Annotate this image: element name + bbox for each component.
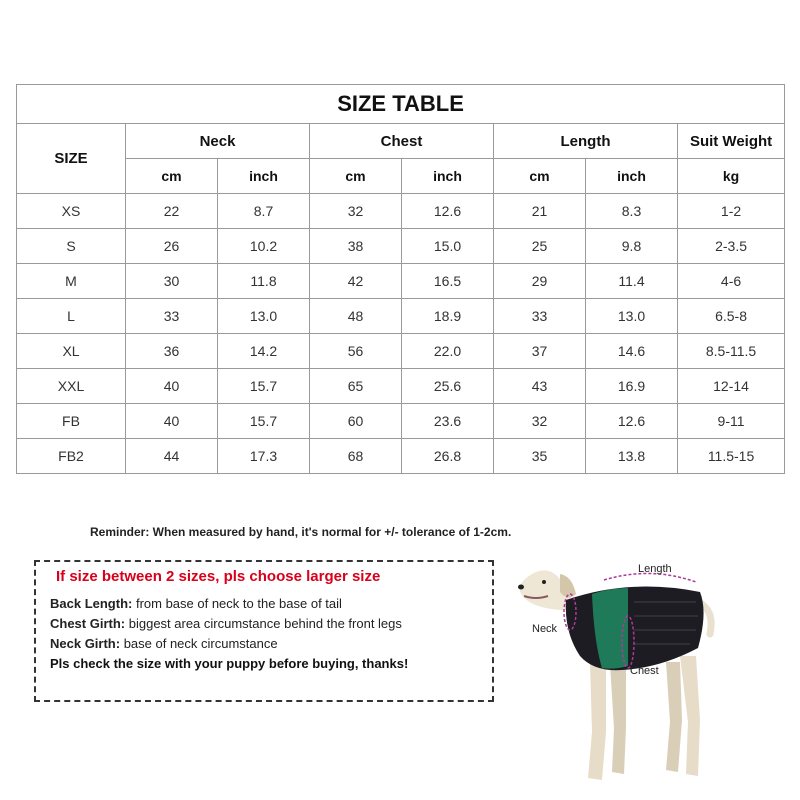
neck-cm-cell: 33 bbox=[126, 299, 218, 334]
length-group-header: Length bbox=[494, 124, 678, 159]
unit-header: inch bbox=[218, 159, 310, 194]
length-cm-cell: 21 bbox=[494, 194, 586, 229]
unit-header: kg bbox=[678, 159, 785, 194]
neck-inch-cell: 10.2 bbox=[218, 229, 310, 264]
chest-inch-cell: 22.0 bbox=[402, 334, 494, 369]
weight-group-header: Suit Weight bbox=[678, 124, 785, 159]
neck-cm-cell: 36 bbox=[126, 334, 218, 369]
length-inch-cell: 11.4 bbox=[586, 264, 678, 299]
length-cm-cell: 29 bbox=[494, 264, 586, 299]
back-length-term: Back Length: bbox=[50, 596, 133, 611]
size-warning: If size between 2 sizes, pls choose larger size bbox=[56, 568, 381, 585]
length-inch-cell: 12.6 bbox=[586, 404, 678, 439]
length-cm-cell: 32 bbox=[494, 404, 586, 439]
size-cell: XXL bbox=[17, 369, 126, 404]
table-row bbox=[17, 334, 785, 369]
chest-cm-cell: 42 bbox=[310, 264, 402, 299]
sizing-notes-box bbox=[34, 560, 494, 702]
table-row bbox=[17, 229, 785, 264]
size-cell: M bbox=[17, 264, 126, 299]
chest-inch-cell: 25.6 bbox=[402, 369, 494, 404]
weight-kg-cell: 11.5-15 bbox=[678, 439, 785, 474]
unit-header: cm bbox=[494, 159, 586, 194]
dog-illustration bbox=[510, 552, 750, 792]
chest-cm-cell: 32 bbox=[310, 194, 402, 229]
unit-header: cm bbox=[310, 159, 402, 194]
unit-header: inch bbox=[402, 159, 494, 194]
size-cell: L bbox=[17, 299, 126, 334]
neck-girth-term: Neck Girth: bbox=[50, 636, 121, 651]
neck-group-header: Neck bbox=[126, 124, 310, 159]
check-size-note: Pls check the size with your puppy before buying, thanks! bbox=[50, 656, 409, 671]
chest-cm-cell: 68 bbox=[310, 439, 402, 474]
measurement-reminder: Reminder: When measured by hand, it's normal for +/- tolerance of 1-2cm. bbox=[90, 525, 512, 539]
table-title-row bbox=[17, 85, 785, 124]
chest-inch-cell: 23.6 bbox=[402, 404, 494, 439]
table-row bbox=[17, 439, 785, 474]
chest-group-header: Chest bbox=[310, 124, 494, 159]
length-inch-cell: 13.8 bbox=[586, 439, 678, 474]
chest-cm-cell: 65 bbox=[310, 369, 402, 404]
length-cm-cell: 33 bbox=[494, 299, 586, 334]
weight-kg-cell: 6.5-8 bbox=[678, 299, 785, 334]
size-cell: FB2 bbox=[17, 439, 126, 474]
neck-cm-cell: 40 bbox=[126, 369, 218, 404]
weight-kg-cell: 9-11 bbox=[678, 404, 785, 439]
table-body bbox=[17, 194, 785, 474]
chest-cm-cell: 48 bbox=[310, 299, 402, 334]
unit-header: cm bbox=[126, 159, 218, 194]
unit-header: inch bbox=[586, 159, 678, 194]
length-inch-cell: 8.3 bbox=[586, 194, 678, 229]
chest-girth-term: Chest Girth: bbox=[50, 616, 126, 631]
neck-inch-cell: 15.7 bbox=[218, 369, 310, 404]
table-row bbox=[17, 264, 785, 299]
neck-girth-desc: base of neck circumstance bbox=[120, 636, 278, 651]
chest-inch-cell: 15.0 bbox=[402, 229, 494, 264]
size-table bbox=[16, 84, 785, 474]
table-group-header-row bbox=[17, 124, 785, 159]
chest-inch-cell: 26.8 bbox=[402, 439, 494, 474]
neck-cm-cell: 40 bbox=[126, 404, 218, 439]
length-label: Length bbox=[638, 563, 672, 575]
dog-eye bbox=[542, 580, 546, 584]
neck-label: Neck bbox=[532, 623, 558, 635]
chest-girth-note bbox=[50, 616, 492, 631]
size-column-header: SIZE bbox=[17, 124, 126, 194]
length-cm-cell: 43 bbox=[494, 369, 586, 404]
dog-front-leg bbox=[588, 662, 606, 780]
back-length-note bbox=[50, 596, 492, 611]
neck-inch-cell: 15.7 bbox=[218, 404, 310, 439]
chest-cm-cell: 56 bbox=[310, 334, 402, 369]
neck-cm-cell: 30 bbox=[126, 264, 218, 299]
weight-kg-cell: 2-3.5 bbox=[678, 229, 785, 264]
neck-inch-cell: 11.8 bbox=[218, 264, 310, 299]
neck-inch-cell: 8.7 bbox=[218, 194, 310, 229]
neck-girth-note bbox=[50, 636, 492, 651]
neck-cm-cell: 26 bbox=[126, 229, 218, 264]
chest-inch-cell: 18.9 bbox=[402, 299, 494, 334]
weight-kg-cell: 12-14 bbox=[678, 369, 785, 404]
weight-kg-cell: 8.5-11.5 bbox=[678, 334, 785, 369]
length-cm-cell: 37 bbox=[494, 334, 586, 369]
chest-label: Chest bbox=[630, 665, 659, 677]
size-cell: S bbox=[17, 229, 126, 264]
dog-hind-leg-back bbox=[666, 662, 682, 772]
back-length-desc: from base of neck to the base of tail bbox=[132, 596, 342, 611]
neck-inch-cell: 17.3 bbox=[218, 439, 310, 474]
neck-cm-cell: 44 bbox=[126, 439, 218, 474]
neck-inch-cell: 14.2 bbox=[218, 334, 310, 369]
dog-front-leg-back bbox=[610, 664, 626, 774]
table-unit-header-row bbox=[17, 159, 785, 194]
length-cm-cell: 25 bbox=[494, 229, 586, 264]
weight-kg-cell: 1-2 bbox=[678, 194, 785, 229]
table-row bbox=[17, 299, 785, 334]
size-cell: FB bbox=[17, 404, 126, 439]
length-cm-cell: 35 bbox=[494, 439, 586, 474]
table-row bbox=[17, 194, 785, 229]
size-cell: XL bbox=[17, 334, 126, 369]
dog-nose bbox=[518, 585, 524, 590]
chest-girth-desc: biggest area circumstance behind the front legs bbox=[125, 616, 402, 631]
table-row bbox=[17, 369, 785, 404]
chest-inch-cell: 16.5 bbox=[402, 264, 494, 299]
table-row bbox=[17, 404, 785, 439]
dog-measurement-diagram bbox=[510, 552, 750, 792]
length-inch-cell: 9.8 bbox=[586, 229, 678, 264]
dog-hind-leg bbox=[680, 656, 700, 776]
chest-cm-cell: 38 bbox=[310, 229, 402, 264]
neck-inch-cell: 13.0 bbox=[218, 299, 310, 334]
length-inch-cell: 16.9 bbox=[586, 369, 678, 404]
table-title: SIZE TABLE bbox=[17, 85, 785, 124]
weight-kg-cell: 4-6 bbox=[678, 264, 785, 299]
neck-cm-cell: 22 bbox=[126, 194, 218, 229]
length-inch-cell: 14.6 bbox=[586, 334, 678, 369]
size-cell: XS bbox=[17, 194, 126, 229]
length-inch-cell: 13.0 bbox=[586, 299, 678, 334]
chest-cm-cell: 60 bbox=[310, 404, 402, 439]
chest-inch-cell: 12.6 bbox=[402, 194, 494, 229]
